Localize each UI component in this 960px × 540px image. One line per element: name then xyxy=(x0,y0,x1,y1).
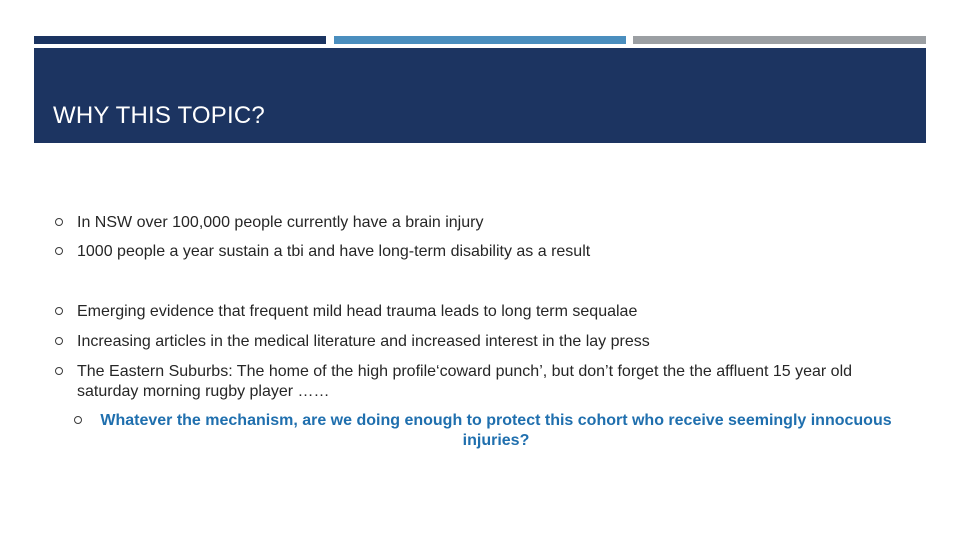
slide-title: WHY THIS TOPIC? xyxy=(53,102,265,129)
circle-bullet-icon xyxy=(55,247,63,255)
circle-bullet-icon xyxy=(55,218,63,226)
bullet-text: In NSW over 100,000 people currently have a brain injury xyxy=(77,214,484,231)
circle-bullet-icon xyxy=(55,367,63,375)
bullet-text: 1000 people a year sustain a tbi and have long-term disability as a result xyxy=(77,243,591,260)
bullet-text: The Eastern Suburbs: The home of the high profile‘coward punch’, but don’t forget the the affluent 15 year old saturday morning rugby player …… xyxy=(77,363,853,400)
sub-bullet-text: Whatever the mechanism, are we doing enough to protect this cohort who receive seemingly innocuous injuries? xyxy=(100,412,892,449)
circle-bullet-icon xyxy=(74,416,82,424)
bullet-text: Increasing articles in the medical literature and increased interest in the lay press xyxy=(77,333,650,350)
bullet-text: Emerging evidence that frequent mild head trauma leads to long term sequalae xyxy=(77,303,638,320)
circle-bullet-icon xyxy=(55,307,63,315)
circle-bullet-icon xyxy=(55,337,63,345)
